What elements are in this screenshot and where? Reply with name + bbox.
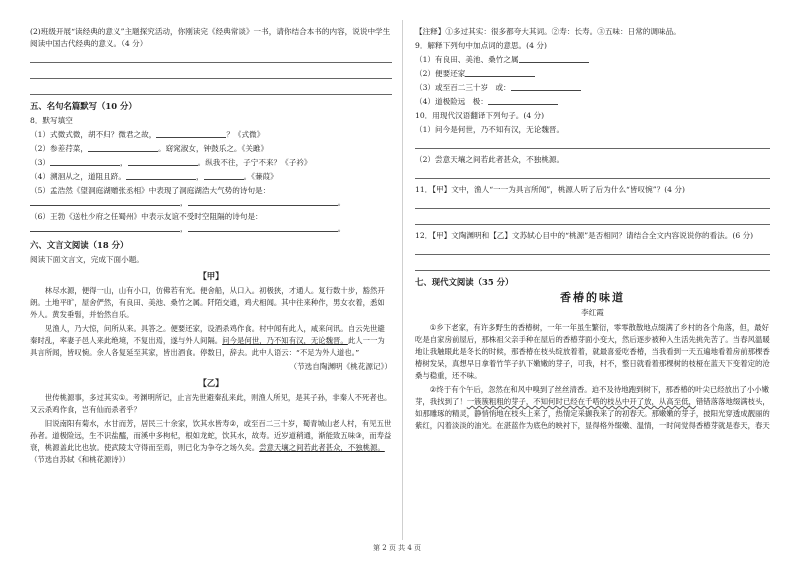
q8-item-4 bbox=[30, 171, 392, 183]
fill-blank[interactable] bbox=[126, 171, 196, 180]
q9-item-1 bbox=[415, 54, 770, 66]
answer-line[interactable] bbox=[30, 52, 392, 63]
passage-text: 旧说南阳有菊水，水甘而芳，居民三十余家，饮其水皆寿②，或至百二三十岁，蜀青城山老人村，有见五世孙者。道极险远，生不识盐醯，而溪中多枸杞，根如龙蛇，饮其水，故寿。近岁道稍通，渐能致五味③，而寿益衰，桃源盖此比也欤。使武陵太守得而至焉，则已化为争夺之场久矣。 bbox=[30, 419, 392, 452]
passage-yi bbox=[30, 392, 392, 466]
q8-item-5: （5）孟浩然《望洞庭湖赠张丞相》中表现了洞庭湖浩大气势的诗句是： ， 。 bbox=[30, 186, 346, 207]
passage-jia-source: （节选自陶渊明《桃花源记》） bbox=[289, 362, 392, 371]
right-column bbox=[415, 26, 770, 434]
q9-item-text: （3）或至百二三十岁 bbox=[415, 83, 489, 92]
passage-yi-source: （节选自苏轼《和桃花源诗》） bbox=[30, 455, 130, 464]
q10-title: 10．用现代汉语翻译下列句子。(4 分) bbox=[415, 111, 545, 120]
q8-item-text: ， bbox=[120, 158, 128, 167]
q10-item-2 bbox=[415, 154, 770, 166]
q8-item-text: ， bbox=[195, 172, 204, 181]
passage-jia-label: 【甲】 bbox=[198, 271, 224, 281]
essay-body bbox=[415, 322, 770, 432]
column-divider bbox=[402, 20, 403, 540]
answer-line[interactable] bbox=[415, 260, 770, 271]
section7-title: 七、现代文阅读（35 分） bbox=[415, 277, 514, 287]
passage-jia bbox=[30, 285, 392, 359]
q9-item-3 bbox=[415, 82, 770, 94]
fill-blank[interactable] bbox=[128, 157, 198, 166]
passage-yi-label: 【乙】 bbox=[198, 378, 224, 388]
q10-item-text: （2）尝意天壤之间若此者甚众，不独桃源。 bbox=[415, 155, 565, 164]
q9-item-2 bbox=[415, 68, 770, 80]
q8-title: 8．默写填空 bbox=[30, 116, 73, 125]
essay-para-2 bbox=[415, 384, 770, 432]
essay-title: 香椿的味道 bbox=[560, 291, 625, 304]
fill-blank[interactable] bbox=[50, 157, 120, 166]
fill-blank[interactable] bbox=[30, 223, 180, 232]
section6-title: 六、文言文阅读（18 分） bbox=[30, 240, 129, 250]
essay-text: 错错落落地缀满枝头，如那雕琢的精灵，静悄悄地在枝头上来了，热情定采撷我来了的初春天。那嫩嫩的芽子，披阳光穿透成靓丽的紫红，闪着淡淡的油光。在湛蓝作为底色的映衬下，显得格外缀嫩、温情，一时间觉得香椿芽就是春天，春天 bbox=[415, 397, 770, 430]
essay-text: ②终于有个午后，忽然在和风中嗅到了丝丝清香。迫不及待地跑到树下，那香椿的叶尖已经放出了小小嫩芽，我找到了！ bbox=[415, 385, 770, 406]
wavy-underlined-sentence: 一簇簇粗粗的芽子，不知何时已经在千嗒的枝丛中开了放，从高至低， bbox=[466, 397, 696, 406]
q9-item-text: 或： bbox=[495, 83, 511, 92]
passage-yi-para-1: 世传桃源事，多过其实①。考渊明所记，止言先世避秦乱来此，则渔人所见，是其子孙，非秦人不死者也。又云杀鸡作食，岂有仙而杀者乎？ bbox=[30, 393, 392, 414]
answer-line[interactable] bbox=[30, 68, 392, 79]
passage-text: 此人一一为具言所闻，皆叹惋。余人各复延至其家，皆出酒食。停数日，辞去。此中人语云：“不足为外人道也。” bbox=[30, 336, 385, 357]
passage-text: 见渔人，乃大惊，问所从来。具答之。便要还家，设酒杀鸡作食。村中闻有此人，咸来问讯。自云先世避秦时乱，率妻子邑人来此绝境，不复出焉，遂与外人间隔。 bbox=[30, 324, 385, 345]
q9-item-4 bbox=[415, 96, 770, 108]
answer-line[interactable] bbox=[415, 168, 770, 179]
left-column bbox=[30, 26, 392, 468]
fill-blank[interactable] bbox=[519, 54, 589, 63]
fill-blank[interactable] bbox=[88, 143, 158, 152]
fill-blank[interactable] bbox=[188, 197, 338, 206]
q11-question: 11．【甲】文中，渔人“一一为具言所闻”，桃源人听了后为什么“皆叹惋”？(4 分) bbox=[415, 185, 685, 194]
fill-blank[interactable] bbox=[156, 129, 226, 138]
answer-line[interactable] bbox=[415, 198, 770, 209]
q8-item-text: （2）参差荇菜， bbox=[30, 144, 88, 153]
q8-item-text: 。窈窕淑女，钟鼓乐之。《关雎》 bbox=[158, 144, 269, 153]
essay-author: 李红霞 bbox=[581, 308, 604, 317]
fill-blank[interactable] bbox=[465, 68, 535, 77]
q7-question: (2)班级开展“读经典的意义”主题探究活动，你刚读完《经典常谈》一书，请你结合本书的内容，说说中学生阅读中国古代经典的意义。（4 分） bbox=[30, 27, 391, 48]
q8-item-text: （5）孟浩然《望洞庭湖赠张丞相》中表现了洞庭湖浩大气势的诗句是： bbox=[30, 186, 271, 195]
q8-item-text: 。《蒹葭》 bbox=[243, 172, 278, 181]
answer-line[interactable] bbox=[30, 84, 392, 95]
fill-blank[interactable] bbox=[204, 171, 244, 180]
q9-title: 9．解释下列句中加点词的意思。(4 分) bbox=[415, 41, 547, 50]
q8-item-text: （4）溯洄从之，道阻且跻。 bbox=[30, 172, 126, 181]
underlined-sentence: 尝意天壤之间若此者甚众，不独桃源。 bbox=[259, 443, 385, 452]
annotation-notes: 【注释】①多过其实：很多都夸大其词。②寿：长寿。③五味：日常的调味品。 bbox=[415, 27, 681, 36]
fill-blank[interactable] bbox=[511, 82, 581, 91]
q8-item-2 bbox=[30, 143, 392, 155]
section5-title: 五、名句名篇默写（10 分） bbox=[30, 101, 137, 111]
underlined-sentence: 问今是何世，乃不知有汉，无论魏晋。 bbox=[222, 336, 348, 345]
q9-item-text: （4）道极险远 bbox=[415, 97, 466, 106]
q8-item-text: 。纵我不往，子宁不来？《子衿》 bbox=[197, 158, 312, 167]
section6-intro: 阅读下面文言文，完成下面小题。 bbox=[30, 255, 144, 264]
fill-blank[interactable] bbox=[188, 223, 338, 232]
q9-item-text: 极： bbox=[472, 97, 488, 106]
q8-item-text: （6）王勃《送杜少府之任蜀州》中表示友谊不受时空阻隔的诗句是： bbox=[30, 212, 263, 221]
q9-item-text: （2）便要还家 bbox=[415, 69, 466, 78]
answer-line[interactable] bbox=[415, 244, 770, 255]
page-footer: 第 2 页 共 4 页 bbox=[372, 544, 422, 552]
answer-line[interactable] bbox=[415, 138, 770, 149]
passage-yi-para-2 bbox=[30, 418, 392, 466]
q9-item-text: （1）有良田、美池、桑竹之属 bbox=[415, 55, 519, 64]
q10-item-1 bbox=[415, 124, 770, 136]
q8-item-text: （3） bbox=[30, 158, 51, 167]
q8-item-1 bbox=[30, 129, 392, 141]
fill-blank[interactable] bbox=[488, 96, 558, 105]
passage-jia-para-2 bbox=[30, 323, 392, 359]
q8-item-text: ？《式微》 bbox=[226, 130, 265, 139]
q8-item-6: （6）王勃《送杜少府之任蜀州》中表示友谊不受时空阻隔的诗句是： ， 。 bbox=[30, 212, 346, 233]
q10-item-text: （1）问今是何世，乃不知有汉，无论魏晋。 bbox=[415, 125, 565, 134]
passage-jia-para-1: 林尽水源，便得一山，山有小口，仿佛若有光。便舍船，从口入。初极狭，才通人。复行数十步，豁然开朗。土地平旷，屋舍俨然，有良田、美池、桑竹之属。阡陌交通，鸡犬相闻。其中往来种作，男女衣着，悉如外人。黄发垂髫，并怡然自乐。 bbox=[30, 286, 385, 319]
fill-blank[interactable] bbox=[30, 197, 180, 206]
q8-item-text: （1）式微式微，胡不归？微君之故， bbox=[30, 130, 157, 139]
q12-question: 12．【甲】文陶渊明和【乙】文苏轼心目中的“桃源”是否相同？请结合全文内容说说你的看法。(6 分) bbox=[415, 231, 754, 240]
answer-line[interactable] bbox=[415, 214, 770, 225]
q8-item-3 bbox=[30, 157, 392, 169]
essay-para-1: ①乡下老家，有许多野生的香椿树，一年一年虽生繁衍，零零散散地点缀满了乡村的各个角落，但，最好吃是自家房前屋后，那株祖父亲手种在屋后的香椿芽面小变大，然后逐步被种入生活先挑先苦了。当春风温暖地让我触眼此是冬长的时候，那香椿在枝头绽放着着，就最喜爱吃香椿，当我看到一天五遍地看着房前那棵香椿树发呆，真想早日拿着竹竿子扒下嫩嫩的芽子，可我，村不，整日就看着那棵树的枝桠在蓝天下变着定的沧桑与稳重，还不味。 bbox=[415, 323, 770, 380]
